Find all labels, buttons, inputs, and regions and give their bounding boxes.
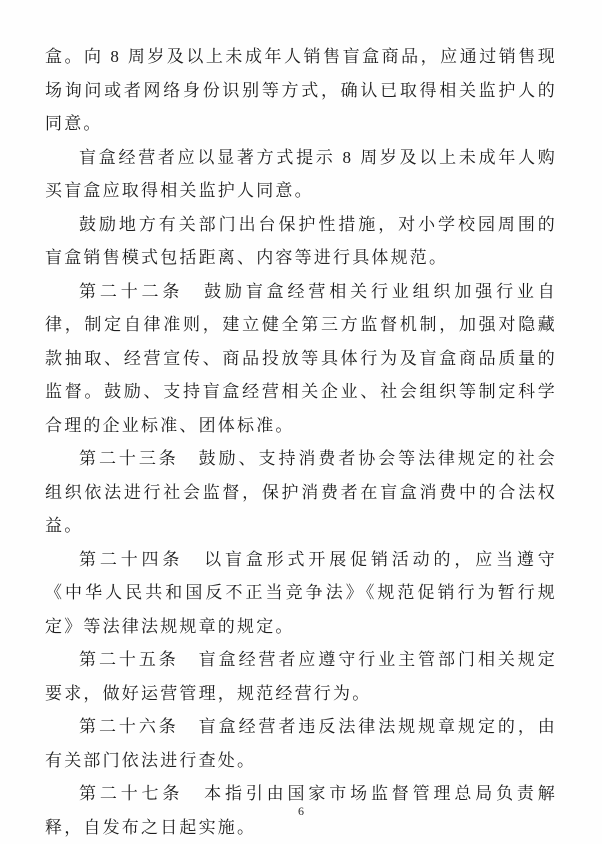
paragraph: 鼓励地方有关部门出台保护性措施，对小学校园周围的盲盒销售模式包括距离、内容等进行具体规范。 [45, 214, 557, 267]
paragraph-article-25: 第二十五条 盲盒经营者应遵守行业主管部门相关规定要求，做好运营管理，规范经营行为。 [45, 650, 557, 703]
paragraph: 盲盒经营者应以显著方式提示 8 周岁及以上未成年人购买盲盒应取得相关监护人同意。 [45, 147, 557, 200]
paragraph-article-27: 第二十七条 本指引由国家市场监督管理总局负责解释，自发布之日起实施。 [45, 784, 557, 837]
document-body [45, 40, 557, 844]
page-footer [0, 802, 602, 820]
paragraph-continuation: 盒。向 8 周岁及以上未成年人销售盲盒商品，应通过销售现场询问或者网络身份识别等方式，确认已取得相关监护人的同意。 [45, 47, 557, 133]
paragraph-article-23: 第二十三条 鼓励、支持消费者协会等法律规定的社会组织依法进行社会监督，保护消费者在盲盒消费中的合法权益。 [45, 449, 557, 535]
page-number: 6 [298, 804, 304, 818]
paragraph-article-26: 第二十六条 盲盒经营者违反法律法规规章规定的，由有关部门依法进行查处。 [45, 717, 557, 770]
paragraph-article-22: 第二十二条 鼓励盲盒经营相关行业组织加强行业自律，制定自律准则，建立健全第三方监督机制，加强对隐藏款抽取、经营宣传、商品投放等具体行为及盲盒商品质量的监督。鼓励、支持盲盒经营相关企业、社会组织等制定科学合理的企业标准、团体标准。 [45, 281, 557, 435]
paragraph-article-24: 第二十四条 以盲盒形式开展促销活动的，应当遵守《中华人民共和国反不正当竞争法》《规范促销行为暂行规定》等法律法规规章的规定。 [45, 549, 557, 636]
